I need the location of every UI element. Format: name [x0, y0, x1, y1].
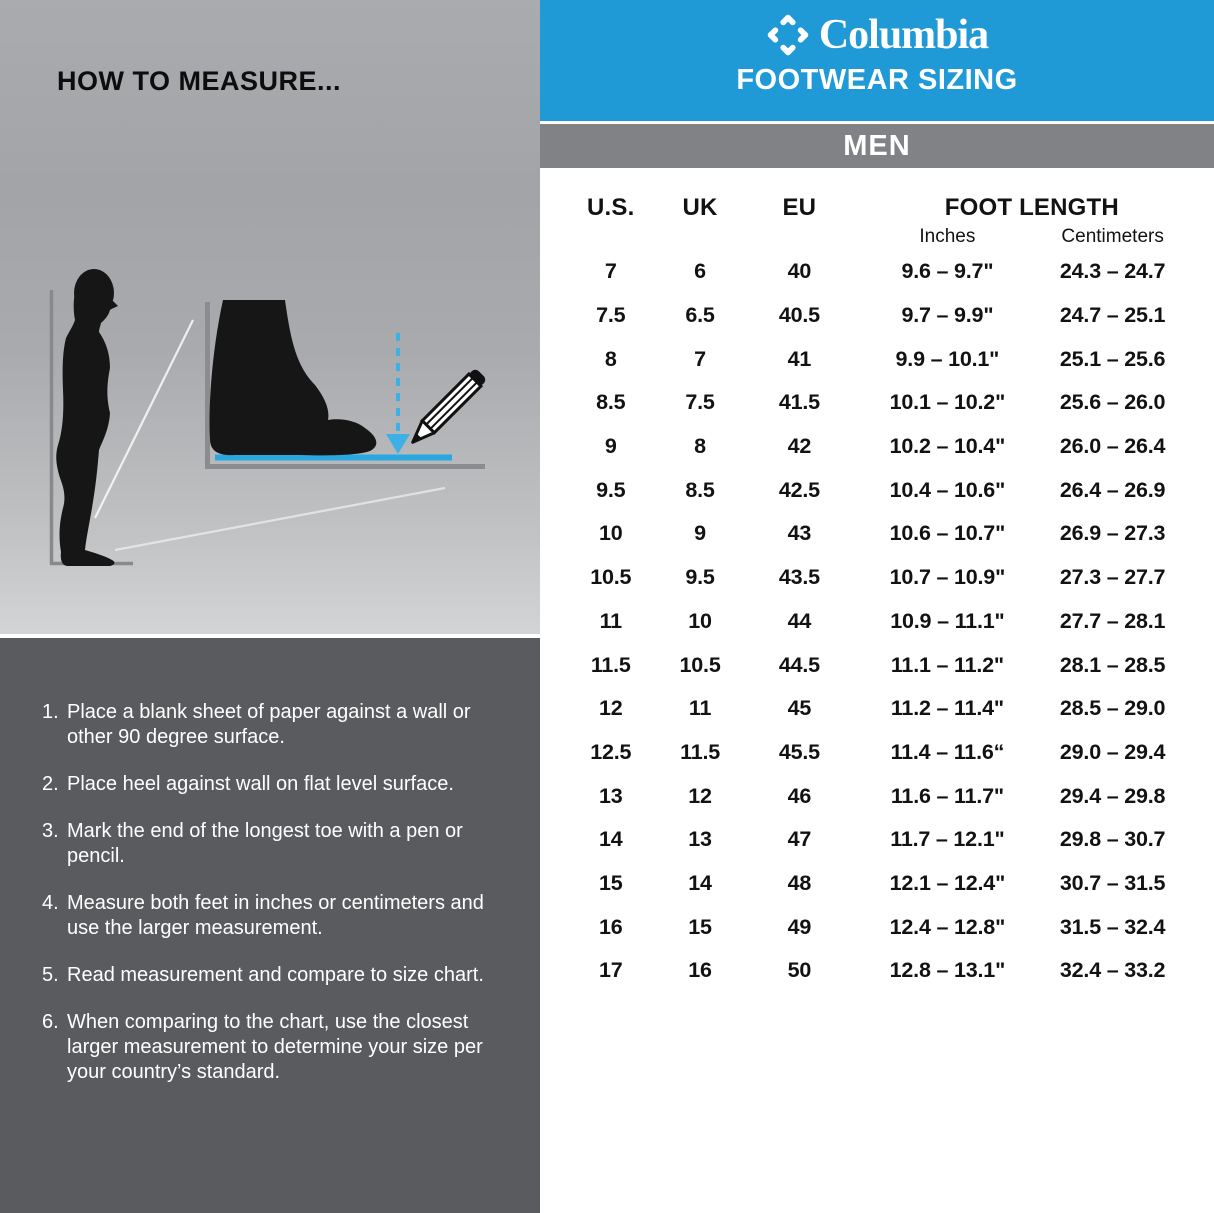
- brand-name: Columbia: [818, 12, 989, 58]
- size-cell: 12.1 – 12.4": [889, 870, 1006, 895]
- size-cell: 29.8 – 30.7: [1059, 827, 1166, 852]
- size-cell: 16: [598, 914, 623, 939]
- size-cell: 43.5: [778, 565, 820, 590]
- section-men-label: MEN: [540, 124, 1214, 168]
- size-cell: 44: [787, 608, 812, 633]
- size-cell: 28.5 – 29.0: [1059, 696, 1166, 721]
- size-cell: 13: [688, 827, 712, 852]
- size-cell: 9.7 – 9.9": [901, 303, 994, 328]
- col-eu: EU: [782, 194, 817, 221]
- size-cell: 11: [688, 696, 712, 721]
- subcol-inches: Inches: [919, 226, 976, 247]
- size-row: [553, 949, 1197, 993]
- step-number: 5.: [42, 964, 59, 986]
- size-cell: 16: [688, 958, 712, 983]
- size-cell: 29.4 – 29.8: [1059, 783, 1166, 808]
- size-row: [553, 294, 1197, 338]
- step-number: 2.: [42, 773, 59, 795]
- brand-row: [540, 0, 1214, 58]
- foot-silhouette: [210, 300, 377, 455]
- size-table-subheader: [553, 224, 1197, 250]
- size-cell: 48: [787, 870, 812, 895]
- measurement-illustration: [0, 250, 541, 634]
- size-cell: 10.5: [590, 565, 632, 590]
- size-row: [553, 250, 1197, 294]
- size-cell: 41: [787, 346, 812, 371]
- size-cell: 42: [787, 434, 812, 459]
- step-number: 1.: [42, 701, 59, 723]
- instructions-list: [42, 700, 510, 1085]
- size-cell: 17: [598, 958, 623, 983]
- size-cell: 41.5: [778, 390, 820, 415]
- step-number: 4.: [42, 892, 59, 914]
- size-cell: 26.9 – 27.3: [1059, 521, 1166, 546]
- size-cell: 49: [787, 914, 812, 939]
- step-text: When comparing to the chart, use the closest larger measurement to determine your size per your country’s standard.: [67, 1011, 483, 1083]
- instruction-step: [42, 1010, 510, 1085]
- size-cell: 6.5: [685, 303, 715, 328]
- size-row: [553, 556, 1197, 600]
- size-cell: 27.7 – 28.1: [1059, 608, 1166, 633]
- size-cell: 10.4 – 10.6": [889, 477, 1006, 502]
- size-row: [553, 643, 1197, 687]
- size-cell: 26.4 – 26.9: [1059, 477, 1166, 502]
- size-cell: 14: [598, 827, 623, 852]
- step-number: 3.: [42, 820, 59, 842]
- size-row: [553, 774, 1197, 818]
- size-cell: 9.5: [596, 477, 626, 502]
- size-row: [553, 687, 1197, 731]
- size-cell: 12.5: [590, 739, 632, 764]
- size-cell: 11.5: [680, 739, 720, 764]
- size-cell: 9.6 – 9.7": [901, 259, 994, 284]
- col-foot-length: FOOT LENGTH: [944, 194, 1119, 221]
- size-cell: 14: [688, 870, 712, 895]
- size-cell: 43: [787, 521, 812, 546]
- size-cell: 26.0 – 26.4: [1059, 434, 1166, 459]
- instruction-step: [42, 819, 510, 869]
- size-cell: 11.7 – 12.1": [890, 827, 1005, 852]
- size-cell: 44.5: [778, 652, 820, 677]
- size-cell: 24.3 – 24.7: [1059, 259, 1166, 284]
- how-to-measure-panel: [0, 0, 540, 1213]
- size-cell: 12: [688, 783, 712, 808]
- columbia-logo-icon: [766, 12, 810, 58]
- size-cell: 8.5: [596, 390, 626, 415]
- chart-title: FOOTWEAR SIZING: [736, 64, 1018, 96]
- size-row: [553, 862, 1197, 906]
- size-cell: 7: [694, 346, 706, 371]
- step-text: Place a blank sheet of paper against a wall or other 90 degree surface.: [67, 701, 471, 748]
- size-cell: 8.5: [685, 477, 715, 502]
- step-text: Measure both feet in inches or centimeters and use the larger measurement.: [67, 892, 484, 939]
- size-cell: 45.5: [778, 739, 820, 764]
- size-cell: 12: [598, 696, 623, 721]
- step-text: Place heel against wall on flat level surface.: [67, 773, 454, 795]
- size-cell: 47: [787, 827, 812, 852]
- size-cell: 27.3 – 27.7: [1059, 565, 1166, 590]
- step-text: Read measurement and compare to size chart.: [67, 964, 484, 986]
- size-table: [540, 168, 1214, 1213]
- sizing-chart-panel: [540, 0, 1214, 1213]
- size-cell: 31.5 – 32.4: [1059, 914, 1166, 939]
- size-row: [553, 818, 1197, 862]
- size-cell: 11.6 – 11.7": [890, 783, 1004, 808]
- size-row: [553, 381, 1197, 425]
- size-cell: 7.5: [596, 303, 626, 328]
- size-cell: 9: [604, 434, 617, 459]
- size-cell: 42.5: [778, 477, 820, 502]
- size-cell: 50: [787, 958, 812, 983]
- size-cell: 45: [787, 696, 812, 721]
- size-cell: 7.5: [685, 390, 715, 415]
- size-cell: 10.6 – 10.7": [889, 521, 1006, 546]
- size-cell: 8: [694, 434, 706, 459]
- size-cell: 30.7 – 31.5: [1059, 870, 1166, 895]
- size-row: [553, 425, 1197, 469]
- instructions-section: [0, 638, 540, 1213]
- size-cell: 46: [787, 783, 812, 808]
- size-row: [553, 337, 1197, 381]
- size-cell: 15: [688, 914, 712, 939]
- size-cell: 9.9 – 10.1": [895, 346, 1000, 371]
- size-cell: 10.5: [679, 652, 721, 677]
- size-row: [553, 731, 1197, 775]
- size-row: [553, 468, 1197, 512]
- size-cell: 10.7 – 10.9": [889, 565, 1006, 590]
- size-table-body: [553, 250, 1197, 993]
- measure-arrow-icon: [386, 333, 410, 454]
- instruction-step: [42, 700, 510, 750]
- size-cell: 12.8 – 13.1": [889, 958, 1006, 983]
- col-us: U.S.: [587, 194, 635, 221]
- size-cell: 11.2 – 11.4": [890, 696, 1004, 721]
- size-table-header: [553, 192, 1197, 224]
- instruction-step: [42, 891, 510, 941]
- instruction-step: [42, 772, 510, 797]
- illustration-section: [0, 0, 540, 634]
- size-row: [553, 600, 1197, 644]
- size-cell: 40.5: [778, 303, 820, 328]
- step-number: 6.: [42, 1011, 59, 1033]
- size-cell: 11.5: [590, 652, 631, 677]
- how-to-measure-title: HOW TO MEASURE...: [57, 66, 342, 96]
- size-cell: 28.1 – 28.5: [1059, 652, 1166, 677]
- subcol-centimeters: Centimeters: [1061, 226, 1164, 247]
- size-row: [553, 512, 1197, 556]
- size-cell: 10.2 – 10.4": [889, 434, 1006, 459]
- person-silhouette: [56, 269, 118, 566]
- size-cell: 9: [694, 521, 706, 546]
- size-cell: 25.6 – 26.0: [1059, 390, 1166, 415]
- col-uk: UK: [682, 194, 718, 221]
- size-cell: 13: [598, 783, 623, 808]
- size-cell: 10.9 – 11.1": [890, 608, 1005, 633]
- size-cell: 10: [598, 521, 623, 546]
- pencil-icon: [407, 368, 488, 449]
- size-cell: 15: [598, 870, 623, 895]
- size-cell: 10.1 – 10.2": [889, 390, 1006, 415]
- size-cell: 40: [787, 259, 812, 284]
- step-text: Mark the end of the longest toe with a pen or pencil.: [67, 820, 463, 867]
- size-cell: 11.4 – 11.6“: [890, 739, 1005, 764]
- size-cell: 11: [599, 608, 622, 633]
- size-cell: 24.7 – 25.1: [1059, 303, 1166, 328]
- size-cell: 11.1 – 11.2": [890, 652, 1004, 677]
- size-cell: 29.0 – 29.4: [1059, 739, 1166, 764]
- instruction-step: [42, 963, 510, 988]
- size-cell: 10: [688, 608, 712, 633]
- size-cell: 12.4 – 12.8": [889, 914, 1006, 939]
- size-cell: 25.1 – 25.6: [1059, 346, 1166, 371]
- size-cell: 32.4 – 33.2: [1059, 958, 1166, 983]
- size-row: [553, 905, 1197, 949]
- size-cell: 8: [604, 346, 617, 371]
- size-cell: 9.5: [685, 565, 715, 590]
- size-cell: 7: [604, 259, 617, 284]
- size-cell: 6: [694, 259, 706, 284]
- brand-header: [540, 0, 1214, 121]
